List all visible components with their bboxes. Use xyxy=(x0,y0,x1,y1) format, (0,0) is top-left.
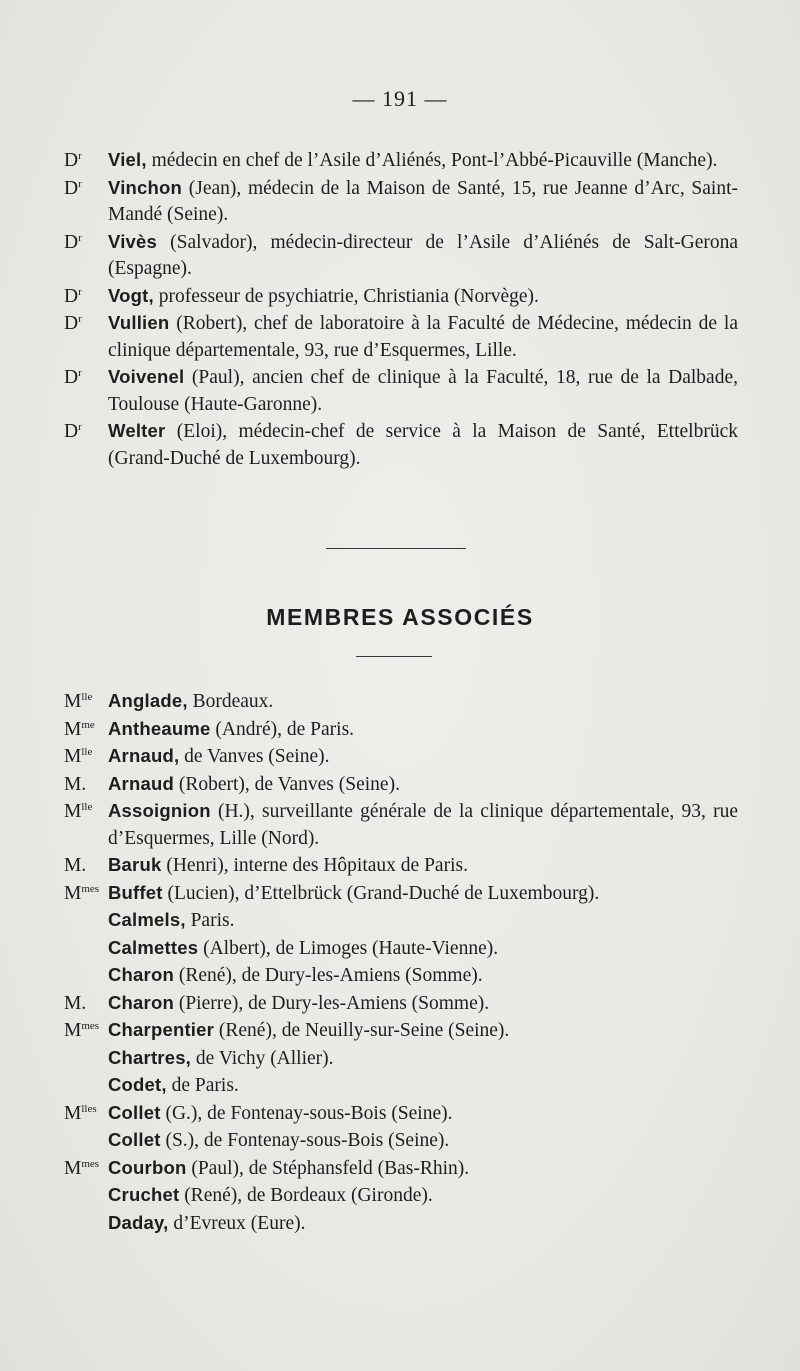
member-details: (H.), surveillante générale de la clinique départementale, 93, rue d’Esquermes, Lille (Nord). xyxy=(108,801,738,849)
title-superscript: lle xyxy=(81,801,93,813)
member-title xyxy=(64,365,108,392)
member-title xyxy=(64,1018,108,1045)
member-entry xyxy=(64,962,738,990)
member-name: Vinchon xyxy=(108,176,183,198)
member-details: (René), de Bordeaux (Gironde). xyxy=(179,1185,433,1206)
member-details: (André), de Paris. xyxy=(210,718,355,740)
member-title xyxy=(64,419,108,446)
member-details: Paris. xyxy=(185,910,235,931)
title-superscript: mes xyxy=(81,1157,100,1170)
title-prefix: M xyxy=(64,718,82,740)
member-name: Arnaud, xyxy=(108,745,180,766)
member-details: (G.), de Fontenay-sous-Bois (Seine). xyxy=(160,1102,453,1124)
member-entry xyxy=(64,907,738,935)
divider-rule-short xyxy=(356,656,432,657)
member-entry xyxy=(64,935,738,963)
member-details: d’Evreux (Eure). xyxy=(168,1212,306,1234)
member-details: (Jean), médecin de la Maison de Santé, 15, rue Jeanne d’Arc, Saint-Mandé (Seine). xyxy=(108,177,738,225)
member-details: de Vanves (Seine). xyxy=(179,746,330,767)
member-name: Viel, xyxy=(108,149,147,170)
title-superscript: r xyxy=(78,313,82,325)
member-details: professeur de psychiatrie, Christiania (Norvège). xyxy=(153,285,539,307)
member-title xyxy=(64,176,108,203)
member-entry xyxy=(64,1182,738,1210)
member-title xyxy=(64,744,108,771)
member-entry xyxy=(64,175,738,229)
member-title xyxy=(64,799,108,826)
member-entry xyxy=(64,229,738,283)
member-entry xyxy=(64,688,738,716)
member-title xyxy=(64,311,108,338)
member-entry xyxy=(64,743,738,771)
member-name: Vullien xyxy=(108,312,170,333)
member-entry xyxy=(64,1045,738,1073)
title-superscript: r xyxy=(78,150,82,162)
member-title xyxy=(64,689,108,716)
member-details: (René), de Neuilly-sur-Seine (Seine). xyxy=(214,1020,510,1041)
title-superscript: r xyxy=(78,231,82,244)
member-name: Cruchet xyxy=(108,1184,180,1205)
title-prefix: M xyxy=(64,1020,82,1041)
title-prefix: M. xyxy=(64,773,87,795)
member-name: Codet, xyxy=(108,1074,167,1095)
divider-rule xyxy=(326,548,466,549)
member-entry xyxy=(64,1155,738,1183)
member-name: Collet xyxy=(108,1129,161,1150)
title-superscript: r xyxy=(78,421,82,433)
title-prefix: D xyxy=(64,367,79,388)
member-name: Vogt, xyxy=(108,284,154,306)
member-details: (S.), de Fontenay-sous-Bois (Seine). xyxy=(160,1130,450,1151)
section-heading: MEMBRES ASSOCIÉS xyxy=(266,604,534,630)
title-superscript: lle xyxy=(81,746,93,758)
member-name: Calmels, xyxy=(108,909,186,930)
title-superscript: lles xyxy=(81,1102,97,1115)
member-entry xyxy=(64,990,738,1018)
member-title xyxy=(64,230,108,257)
member-entry xyxy=(64,310,738,364)
member-title xyxy=(64,1101,108,1128)
title-prefix: D xyxy=(64,177,79,199)
member-name: Calmettes xyxy=(108,936,199,958)
member-name: Welter xyxy=(108,420,166,441)
member-entry xyxy=(64,852,738,880)
member-details: de Paris. xyxy=(166,1075,239,1096)
title-superscript: r xyxy=(78,285,82,298)
title-prefix: D xyxy=(64,285,79,307)
member-details: (Robert), de Vanves (Seine). xyxy=(173,773,400,795)
member-list-titulaires xyxy=(64,147,738,472)
member-entry xyxy=(64,1127,738,1155)
member-list-associes xyxy=(64,688,738,1237)
member-title xyxy=(64,853,108,880)
member-title xyxy=(64,881,108,908)
member-title xyxy=(64,717,108,744)
member-name: Arnaud xyxy=(108,772,174,794)
member-title xyxy=(64,991,108,1018)
member-name: Voivenel xyxy=(108,366,185,387)
title-prefix: M xyxy=(64,1157,82,1179)
member-entry xyxy=(64,147,738,175)
title-prefix: M xyxy=(64,691,82,712)
member-details: (Paul), de Stéphansfeld (Bas-Rhin). xyxy=(186,1157,470,1179)
member-details: Bordeaux. xyxy=(187,691,274,712)
member-entry xyxy=(64,418,738,472)
member-title xyxy=(64,1156,108,1183)
member-details: (Lucien), d’Ettelbrück (Grand-Duché de Luxembourg). xyxy=(162,882,600,904)
member-name: Chartres, xyxy=(108,1046,192,1068)
member-name: Courbon xyxy=(108,1156,187,1178)
member-entry xyxy=(64,364,738,418)
member-entry xyxy=(64,771,738,799)
title-prefix: D xyxy=(64,150,79,171)
title-superscript: r xyxy=(78,177,82,190)
member-entry xyxy=(64,1210,738,1238)
member-details: (René), de Dury-les-Amiens (Somme). xyxy=(173,965,483,986)
member-name: Charpentier xyxy=(108,1019,215,1040)
title-superscript: me xyxy=(81,718,95,731)
member-name: Anglade, xyxy=(108,690,188,711)
member-details: (Albert), de Limoges (Haute-Vienne). xyxy=(198,937,499,959)
member-entry xyxy=(64,798,738,852)
member-entry xyxy=(64,880,738,908)
member-name: Charon xyxy=(108,964,174,985)
title-prefix: D xyxy=(64,313,79,334)
member-details: (Pierre), de Dury-les-Amiens (Somme). xyxy=(173,992,490,1014)
title-superscript: lle xyxy=(81,691,93,703)
member-details: (Eloi), médecin-chef de service à la Maison de Santé, Ettelbrück (Grand-Duché de Luxembourg). xyxy=(108,421,738,469)
member-details: (Henri), interne des Hôpitaux de Paris. xyxy=(161,855,468,876)
member-title xyxy=(64,772,108,799)
title-superscript: mes xyxy=(81,1020,100,1032)
member-name: Charon xyxy=(108,991,174,1013)
member-details: (Salvador), médecin-directeur de l’Asile d’Aliénés de Salt-Gerona (Espagne). xyxy=(108,231,738,279)
member-details: (Paul), ancien chef de clinique à la Faculté, 18, rue de la Dalbade, Toulouse (Haute-Garonne). xyxy=(108,367,738,415)
member-name: Vivès xyxy=(108,230,158,252)
member-entry xyxy=(64,1017,738,1045)
member-name: Collet xyxy=(108,1101,161,1123)
member-title xyxy=(64,284,108,311)
member-entry xyxy=(64,716,738,744)
title-prefix: D xyxy=(64,421,79,442)
title-prefix: M xyxy=(64,801,82,822)
member-details: de Vichy (Allier). xyxy=(191,1047,334,1069)
member-name: Baruk xyxy=(108,854,162,875)
title-prefix: M. xyxy=(64,992,87,1014)
title-superscript: mes xyxy=(81,882,100,895)
member-name: Daday, xyxy=(108,1211,169,1233)
member-entry xyxy=(64,1100,738,1128)
member-entry xyxy=(64,1072,738,1100)
member-entry xyxy=(64,283,738,311)
title-prefix: M xyxy=(64,882,82,904)
title-prefix: M xyxy=(64,746,82,767)
title-prefix: M xyxy=(64,1102,82,1124)
title-prefix: D xyxy=(64,231,79,253)
member-details: (Robert), chef de laboratoire à la Faculté de Médecine, médecin de la clinique départementale, 93, rue d’Esquermes, Lille. xyxy=(108,313,738,361)
member-title xyxy=(64,148,108,175)
title-prefix: M. xyxy=(64,855,87,876)
member-details: médecin en chef de l’Asile d’Aliénés, Pont-l’Abbé-Picauville (Manche). xyxy=(146,150,718,171)
member-name: Assoignion xyxy=(108,800,211,821)
member-name: Antheaume xyxy=(108,717,211,739)
title-superscript: r xyxy=(78,367,82,379)
member-name: Buffet xyxy=(108,881,163,903)
page-number: — 191 — xyxy=(352,86,448,111)
